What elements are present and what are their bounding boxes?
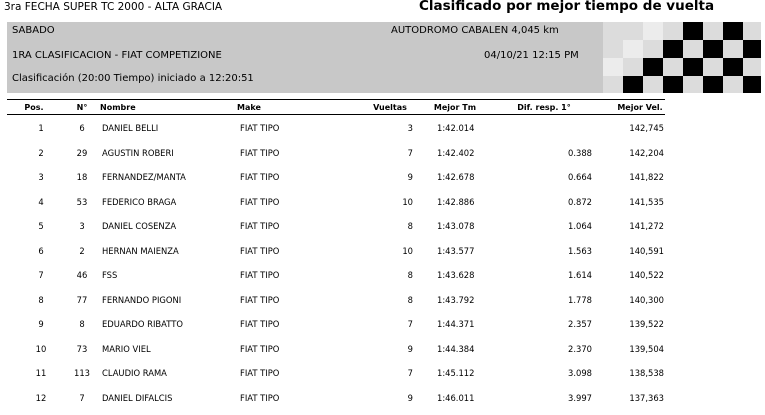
cell-num: 3	[79, 221, 85, 231]
session-banner	[7, 22, 761, 93]
cell-laps: 8	[407, 221, 413, 231]
cell-num: 53	[76, 196, 88, 207]
cell-pos: 8	[38, 294, 44, 305]
cell-make: FIAT TIPO	[240, 172, 280, 182]
cell-best-speed: 137,363	[629, 392, 664, 403]
cell-best-time: 1:45.112	[437, 368, 475, 378]
table-row	[0, 123, 765, 135]
table-row	[0, 319, 765, 331]
cell-make: FIAT TIPO	[240, 147, 280, 158]
cell-laps: 10	[402, 196, 413, 207]
col-header-name: Nombre	[100, 103, 136, 112]
cell-pos: 2	[38, 147, 44, 158]
cell-best-speed: 142,204	[629, 147, 664, 158]
cell-name: DANIEL COSENZA	[102, 221, 177, 231]
cell-best-time: 1:42.402	[437, 147, 475, 158]
cell-best-time: 1:43.628	[437, 270, 475, 280]
cell-name: AGUSTIN ROBERI	[102, 147, 174, 158]
session-datetime: 04/10/21 12:15 PM	[484, 50, 579, 61]
cell-pos: 7	[38, 270, 44, 280]
cell-laps: 9	[407, 172, 413, 182]
cell-diff: 1.614	[568, 270, 592, 280]
cell-laps: 3	[407, 123, 413, 133]
cell-num: 77	[76, 294, 88, 305]
cell-best-speed: 138,538	[629, 368, 664, 378]
cell-make: FIAT TIPO	[240, 245, 280, 256]
cell-name: HERNAN MAIENZA	[102, 245, 179, 256]
cell-best-time: 1:42.014	[437, 123, 475, 133]
table-row	[0, 270, 765, 282]
cell-best-time: 1:46.011	[437, 392, 475, 403]
cell-make: FIAT TIPO	[240, 221, 280, 231]
cell-num: 113	[74, 368, 90, 378]
circuit-name: AUTODROMO CABALEN 4,045 km	[391, 25, 559, 36]
session-info: Clasificación (20:00 Tiempo) iniciado a 12:20:51	[12, 73, 254, 84]
cell-best-time: 1:43.792	[437, 294, 475, 305]
cell-num: 8	[79, 319, 85, 329]
col-header-pos: Pos.	[24, 103, 44, 112]
event-title: 3ra FECHA SUPER TC 2000 - ALTA GRACIA	[4, 1, 223, 13]
col-header-best-time: Mejor Tm	[433, 103, 477, 112]
col-header-num: N°	[76, 103, 88, 112]
cell-best-time: 1:43.577	[437, 245, 475, 256]
cell-diff: 3.997	[568, 392, 592, 403]
cell-name: FERNANDO PIGONI	[102, 294, 182, 305]
cell-num: 7	[79, 392, 85, 403]
cell-best-speed: 139,522	[629, 319, 664, 329]
cell-best-time: 1:42.886	[437, 196, 475, 207]
cell-diff: 0.664	[568, 172, 592, 182]
session-day: SABADO	[12, 25, 55, 36]
cell-name: FERNANDEZ/MANTA	[102, 172, 186, 182]
session-name: 1RA CLASIFICACION - FIAT COMPETIZIONE	[12, 50, 222, 61]
cell-name: DANIEL BELLI	[102, 123, 159, 133]
cell-laps: 7	[407, 368, 413, 378]
cell-name: EDUARDO RIBATTO	[102, 319, 183, 329]
table-row	[0, 148, 765, 160]
cell-num: 29	[76, 147, 88, 158]
cell-pos: 5	[38, 221, 44, 231]
cell-best-speed: 141,535	[629, 196, 664, 207]
cell-laps: 8	[407, 294, 413, 305]
cell-name: MARIO VIEL	[102, 343, 151, 354]
cell-laps: 10	[402, 245, 413, 256]
table-row	[0, 368, 765, 380]
cell-num: 73	[76, 343, 88, 354]
cell-pos: 1	[38, 123, 44, 133]
cell-pos: 12	[35, 392, 47, 403]
cell-pos: 9	[38, 319, 44, 329]
cell-diff: 2.357	[568, 319, 592, 329]
cell-name: FEDERICO BRAGA	[102, 196, 177, 207]
table-row	[0, 221, 765, 233]
table-row	[0, 197, 765, 209]
cell-name: FSS	[102, 270, 118, 280]
cell-laps: 8	[407, 270, 413, 280]
cell-make: FIAT TIPO	[240, 319, 280, 329]
cell-diff: 1.778	[568, 294, 592, 305]
table-row	[0, 246, 765, 258]
cell-make: FIAT TIPO	[240, 392, 280, 403]
cell-make: FIAT TIPO	[240, 270, 280, 280]
cell-pos: 11	[35, 368, 47, 378]
cell-best-time: 1:42.678	[437, 172, 475, 182]
cell-num: 2	[79, 245, 85, 256]
header-rule-top	[7, 99, 665, 100]
cell-best-time: 1:44.371	[437, 319, 475, 329]
cell-best-time: 1:44.384	[437, 343, 475, 354]
cell-best-speed: 140,300	[629, 294, 664, 305]
cell-pos: 6	[38, 245, 44, 256]
cell-diff: 2.370	[568, 343, 592, 354]
cell-num: 46	[76, 270, 88, 280]
table-row	[0, 295, 765, 307]
cell-best-speed: 140,522	[629, 270, 664, 280]
cell-num: 6	[79, 123, 85, 133]
cell-laps: 9	[407, 343, 413, 354]
table-row	[0, 344, 765, 356]
cell-best-speed: 139,504	[629, 343, 664, 354]
cell-laps: 7	[407, 147, 413, 158]
cell-best-speed: 141,822	[629, 172, 664, 182]
checkered-flag-icon	[603, 22, 761, 93]
cell-num: 18	[76, 172, 88, 182]
cell-diff: 1.064	[568, 221, 592, 231]
cell-name: CLAUDIO RAMA	[102, 368, 167, 378]
cell-best-time: 1:43.078	[437, 221, 475, 231]
cell-pos: 3	[38, 172, 44, 182]
cell-best-speed: 142,745	[629, 123, 664, 133]
cell-diff: 3.098	[568, 368, 592, 378]
col-header-diff: Dif. resp. 1°	[517, 103, 571, 112]
cell-make: FIAT TIPO	[240, 368, 280, 378]
cell-pos: 4	[38, 196, 44, 207]
header-rule-bottom	[7, 114, 665, 115]
cell-pos: 10	[35, 343, 47, 354]
cell-laps: 7	[407, 319, 413, 329]
cell-best-speed: 141,272	[629, 221, 664, 231]
col-header-make: Make	[237, 103, 261, 112]
cell-laps: 9	[407, 392, 413, 403]
cell-make: FIAT TIPO	[240, 343, 280, 354]
cell-make: FIAT TIPO	[240, 294, 280, 305]
cell-diff: 0.872	[568, 196, 592, 207]
col-header-best-speed: Mejor Vel.	[617, 103, 663, 112]
cell-name: DANIEL DIFALCIS	[102, 392, 173, 403]
cell-make: FIAT TIPO	[240, 123, 280, 133]
table-row	[0, 393, 765, 405]
cell-diff: 1.563	[568, 245, 592, 256]
col-header-laps: Vueltas	[373, 103, 407, 112]
cell-diff: 0.388	[568, 147, 592, 158]
cell-best-speed: 140,591	[629, 245, 664, 256]
document-title: Clasificado por mejor tiempo de vuelta	[419, 0, 715, 14]
cell-make: FIAT TIPO	[240, 196, 280, 207]
table-row	[0, 172, 765, 184]
